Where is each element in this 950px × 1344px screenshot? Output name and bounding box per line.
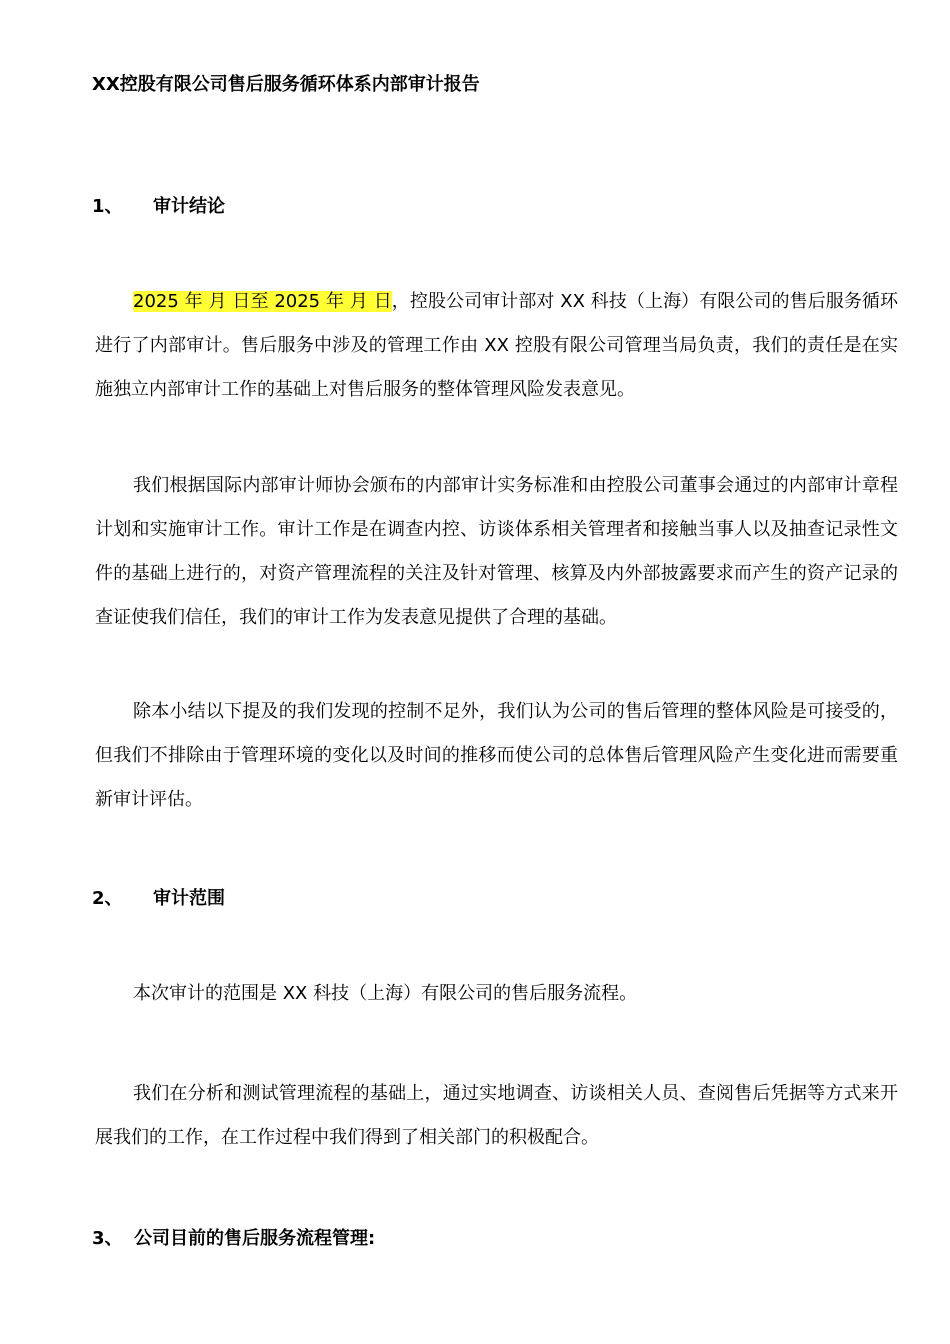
document-title: XX控股有限公司售后服务循环体系内部审计报告 (92, 74, 480, 95)
paragraph-text: 除本小结以下提及的我们发现的控制不足外，我们认为公司的售后管理的整体风险是可接受的，但我们不排除由于管理环境的变化以及时间的推移而使公司的总体售后管理风险产生变化进而需要重新审计评估。 (95, 701, 898, 810)
paragraph-audit-basis (95, 464, 898, 640)
section-number: 1、 (92, 196, 123, 217)
section-title: 公司目前的售后服务流程管理: (134, 1228, 376, 1249)
paragraph-audit-opinion (95, 690, 898, 822)
paragraph-text: 本次审计的范围是 XX 科技（上海）有限公司的售后服务流程。 (133, 983, 638, 1004)
paragraph-audit-period (95, 280, 898, 412)
paragraph-method (95, 1072, 898, 1160)
section-number: 3、 (92, 1228, 123, 1249)
paragraph-text: ，控股公司审计部对 XX 科技（上海）有限公司的售后服务循环进行了内部审计。售后服务中涉及的管理工作由 XX 控股有限公司管理当局负责，我们的责任是在实施独立内部审计工作的基础上对售后服务的整体管理风险发表意见。 (95, 291, 899, 400)
section-number: 2、 (92, 888, 123, 909)
section-title: 审计结论 (153, 196, 225, 217)
section-title: 审计范围 (153, 888, 225, 909)
paragraph-text: 我们在分析和测试管理流程的基础上，通过实地调查、访谈相关人员、查阅售后凭据等方式来开展我们的工作，在工作过程中我们得到了相关部门的积极配合。 (95, 1083, 898, 1148)
highlighted-date-range: 2025 年 月 日至 2025 年 月 日 (133, 291, 392, 312)
paragraph-scope (95, 972, 898, 1016)
paragraph-text: 我们根据国际内部审计师协会颁布的内部审计实务标准和由控股公司董事会通过的内部审计章程计划和实施审计工作。审计工作是在调查内控、访谈体系相关管理者和接触当事人以及抽查记录性文件的基础上进行的，对资产管理流程的关注及针对管理、核算及内外部披露要求而产生的资产记录的查证使我们信任，我们的审计工作为发表意见提供了合理的基础。 (95, 475, 898, 628)
section-heading-audit-scope (92, 884, 225, 910)
section-heading-current-process (92, 1224, 375, 1250)
section-heading-audit-conclusion (92, 192, 225, 218)
